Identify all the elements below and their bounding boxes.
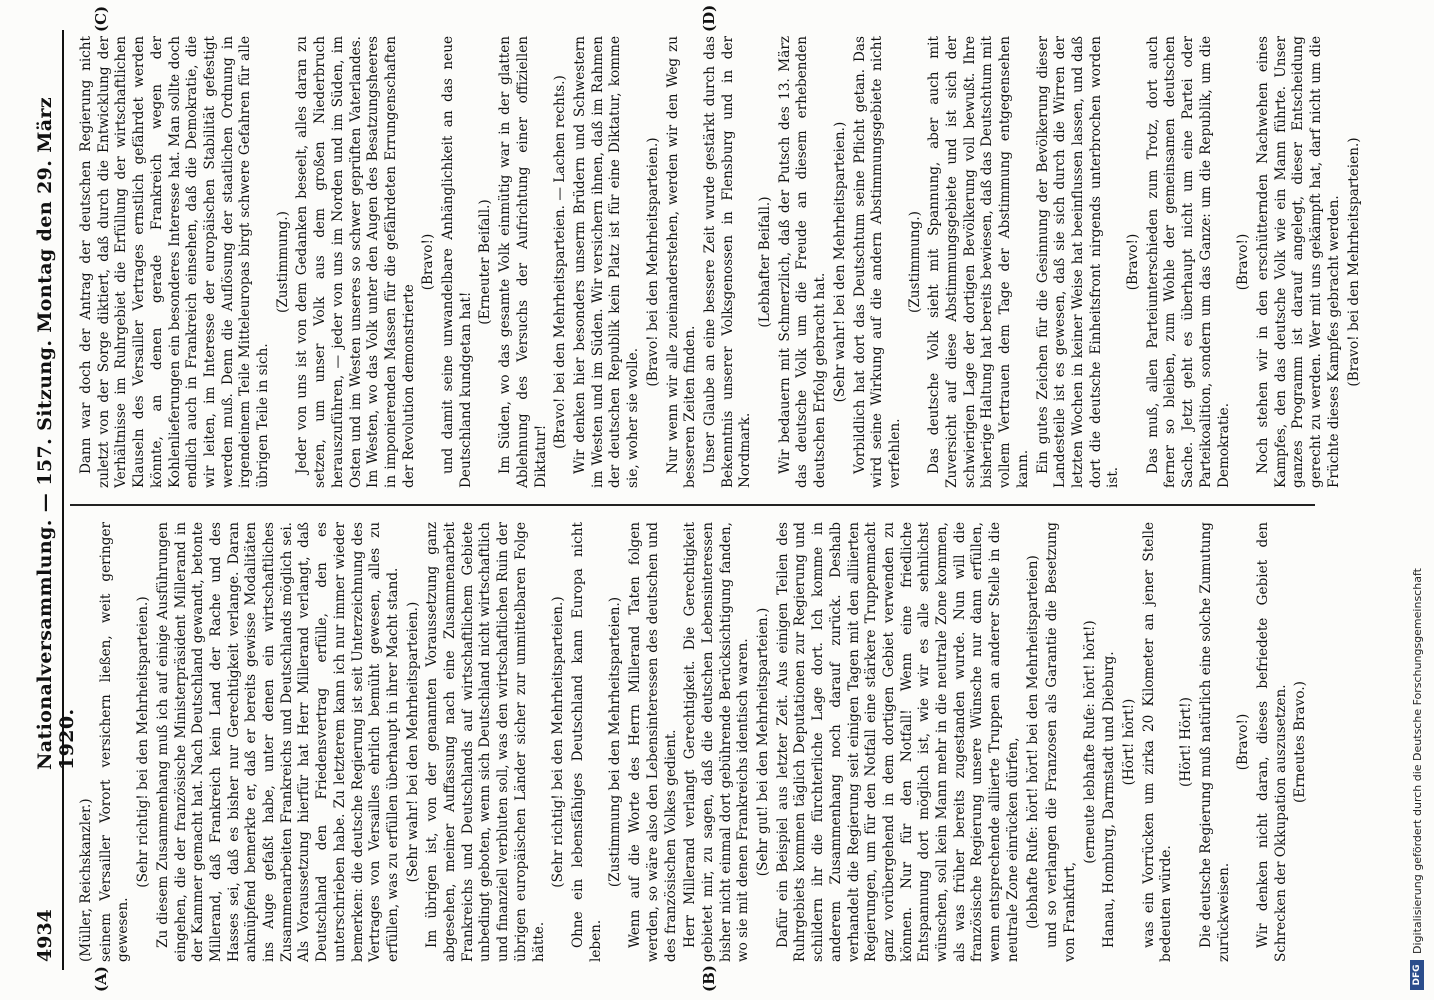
interjection: (Sehr richtig! bei den Mehrheitsparteien.)	[135, 596, 152, 888]
paragraph: Dann war doch der Antrag der deutschen Regierung nicht zuletzt von der Sorge diktiert, daß durch die Entwicklung der Verhältnisse im Ruhrgebiet die Erfüllung der wirtschaftlichen Klauseln des Versailler Vertrages ernstlich gefährdet werden könnte, an denen gerade Frankreich wegen der Kohlenlieferungen ein besonderes Interesse hat. Man sollte doch endlich auch in Frankreich einsehen, daß die Demokratie, die wir leiten, im Interesse der europäischen Stabilität gefestigt werden muß. Denn die Auflösung der staatlichen Ordnung in irgendeinem Teile Mitteleuropas birgt schwere Gefahren für alle übrigen Teile in sich.	[78, 36, 272, 488]
interjection: (Bravo!)	[1125, 233, 1142, 291]
paragraph: Hanau, Homburg, Darmstadt und Dieburg.	[1101, 651, 1118, 948]
paragraph: Im übrigen ist, von der genannten Voraussetzung ganz abgesehen, meiner Auffassung nach eine Zusammenarbeit Frankreichs und Deutschlands auf wirtschaftlichem Gebiete unbedingt geboten, wenn sich Deutschland nicht wirtschaftlich und finanziell verbluten soll, was den wirtschaftlichen Ruin der übrigen europäischen Länder sicher zur unmittelbaren Folge hätte.	[424, 522, 547, 962]
interjection: (lebhafte Rufe: hört! hört! bei den Mehrheitsparteien)	[1024, 555, 1041, 929]
interjection: (erneute lebhafte Rufe: hört! hört!)	[1081, 620, 1098, 864]
paragraph: Unser Glaube an eine bessere Zeit wurde gestärkt durch das Bekenntnis unserer Volksgenossen in Flensburg und in der Nordmark.	[701, 36, 754, 488]
paragraph: seinem Versailler Vorort versichern ließen, weit geringer gewesen.	[97, 522, 132, 962]
speaker-label: (Müller, Reichskanzler.)	[78, 798, 94, 962]
margin-marker-b: (B)	[700, 965, 718, 992]
interjection: (Sehr wahr! bei den Mehrheitsparteien.)	[831, 121, 848, 403]
paragraph: Das deutsche Volk sieht mit Spannung, aber auch mit Zuversicht auf diese Abstimmungsgebiete und ist sich der schwierigen Lage der dortigen Bevölkerung voll bewußt. Ihre bisherige Haltung hat bereits bewiesen, daß das Deutschtum mit vollem Vertrauen dem Tage der Abstimmung entgegensehen kann.	[926, 36, 1031, 488]
paragraph: Jeder von uns ist von dem Gedanken beseelt, alles daran zu setzen, um unser Volk aus dem großen Niederbruch herauszuführen, — jeder von uns im Norden und im Süden, im Osten und im Westen unseres so schwer geprüften Vaterlandes. Im Westen, wo das Volk unter den Augen des Besatzungsheeres in imponierenden Massen für die gefährdeten Errungenschaften der Revolution demonstrierte	[294, 36, 417, 488]
paragraph: Dafür ein Beispiel aus letzter Zeit. Aus einigen Teilen des Ruhrgebiets kommen täglich Deputationen zur Regierung und schildern ihr die fürchterliche Lage dort. Ich komme in anderem Zusammenhang noch darauf zurück. Deshalb verhandelt die Regierung seit einigen Tagen mit den alliierten Regierungen, um für den Notfall eine stärkere Truppenmacht ganz vorübergehend in dem dortigen Gebiet verwenden zu können. Nur für den Notfall! Wenn eine friedliche Entspannung dort möglich ist, wie wir es alle sehnlichst wünschen, soll kein Mann mehr in die neutrale Zone kommen, als was früher bereits zugestanden wurde. Nun will die französische Regierung unsere Wünsche nur dann erfüllen, wenn entsprechende alliierte Truppen an anderer Stelle in die neutrale Zone einrücken dürfen,	[774, 522, 1021, 962]
interjection: (Sehr gut! bei den Mehrheitsparteien.)	[755, 607, 772, 877]
interjection: (Bravo!)	[1235, 713, 1252, 771]
interjection: (Erneutes Bravo.)	[1292, 681, 1309, 803]
interjection: (Sehr wahr! bei den Mehrheitsparteien.)	[404, 601, 421, 883]
paragraph: Ein gutes Zeichen für die Gesinnung der Bevölkerung dieser Landesteile ist es gewesen, daß sie sich durch die Wirren der letzten Wochen in keiner Weise hat beeinflussen lassen, und daß dort die deutsche Einheitsfront nirgends unterbrochen worden ist.	[1034, 36, 1122, 488]
interjection: (Hört! hört!)	[1121, 698, 1138, 786]
interjection: (Lebhafter Beifall.)	[757, 196, 774, 328]
page-title: Nationalversammlung. — 157. Sitzung. Montag den 29. März 1920.	[34, 96, 78, 770]
interjection: (Bravo! bei den Mehrheitsparteien.)	[644, 137, 661, 387]
interjection: (Zustimmung.)	[274, 211, 291, 313]
paragraph: Wir bedauern mit Schmerzlich, daß der Putsch des 13. März das deutsche Volk um die Freude an diesem erhebenden deutschen Erfolg gebracht hat.	[776, 36, 829, 488]
interjection: (Bravo!)	[420, 233, 437, 291]
page-number: 4934	[34, 909, 56, 962]
paragraph: und damit seine unwandelbare Anhänglichkeit an das neue Deutschland kundgetan hat!	[440, 36, 474, 488]
paragraph: Im Süden, wo das gesamte Volk einmütig war in der glatten Ablehnung des Versuchs der Aufrichtung einer offiziellen Diktatur!	[497, 36, 549, 488]
digitization-credit: Digitalisierung gefördert durch die Deutsche Forschungsgemeinschaft	[1411, 568, 1424, 954]
dfg-logo: DFG	[1410, 960, 1424, 990]
interjection: (Erneuter Beifall.)	[477, 199, 494, 325]
paragraph: Ohne ein lebensfähiges Deutschland kann Europa nicht leben.	[569, 522, 604, 962]
paragraph: Nur wenn wir alle zueinanderstehen, werden wir den Weg zu besseren Zeiten finden.	[664, 36, 699, 488]
page-footer	[1408, 10, 1430, 990]
paragraph: Herr Millerand verlangt Gerechtigkeit. Die Gerechtigkeit gebietet mir, zu sagen, daß die deutschen Lebensinteressen bisher nicht einmal dort gebührende Berücksichtigung fanden, wo sie mit denen Frankreichs identisch waren.	[682, 522, 752, 962]
margin-marker-d: (D)	[700, 4, 718, 32]
paragraph: Noch stehen wir in den erschütternden Nachwehen eines Kampfes, den das deutsche Volk wie ein Mann führte. Unser ganzes Programm ist darauf angelegt, dieser Entscheidung gerecht zu werden. Wer mit uns gekämpft hat, darf nicht um die Früchte dieses Kampfes gebracht werden.	[1255, 36, 1342, 488]
paragraph: Wir denken nicht daran, dieses befriedete Gebiet den Schrecken der Okkupation auszusetzen.	[1255, 522, 1289, 962]
right-column	[78, 36, 1365, 488]
interjection: (Bravo!)	[1235, 233, 1252, 291]
paragraph: und so verlangen die Franzosen als Garantie die Besetzung von Frankfurt,	[1044, 522, 1078, 962]
page-header	[28, 30, 78, 970]
interjection: (Zustimmung.)	[906, 211, 923, 313]
interjection: (Zustimmung bei den Mehrheitsparteien.)	[607, 596, 624, 888]
margin-marker-a: (A)	[92, 966, 110, 992]
paragraph: Die deutsche Regierung muß natürlich eine solche Zumutung zurückweisen.	[1197, 522, 1232, 962]
paragraph: Vorbildlich hat dort das Deutschtum seine Pflicht getan. Das wird seine Wirkung auf die andern Abstimmungsgebiete nicht verfehlen.	[851, 36, 903, 488]
column-divider	[70, 505, 1315, 507]
paragraph: Wir denken hier besonders unserm Brüdern und Schwestern im Westen und im Süden. Wir versichern ihnen, daß im Rahmen der deutschen Republik kein Platz ist für eine Diktatur, komme sie, woher sie wolle.	[571, 36, 642, 488]
paragraph: Das muß, allen Parteiunterschieden zum Trotz, dort auch ferner so bleiben, zum Wohle der gemeinsamen deutschen Sache. Jetzt geht es überhaupt nicht um eine Partei oder Parteikoalition, sondern um das Ganze: um die Republik, um die Demokratie.	[1144, 36, 1232, 488]
paragraph: Zu diesem Zusammenhang muß ich auf einige Ausführungen eingehen, die der französische Ministerpräsident Millerand in der Kammer gemacht hat. Nach Deutschland gewandt, betonte Millerand, daß Frankreich kein Land der Rache und des Hasses sei, daß es bisher nur Gerechtigkeit verlange. Daran anknüpfend bemerkte er, daß er bereits gewisse Modalitäten ins Auge gefaßt habe, unter denen ein wirtschaftliches Zusammenarbeiten Frankreichs und Deutschlands möglich sei. Als Voraussetzung hierfür hat Herr Millerand verlangt, daß Deutschland den Friedensvertrag erfülle, den es unterschrieben habe. Zu letzterem kann ich nur immer wieder bemerken: die deutsche Regierung ist seit Unterzeichnung des Vertrages von Versailles ehrlich bemüht gewesen, alles zu erfüllen, was zu erfüllen überhaupt in ihrer Macht stand.	[154, 522, 401, 962]
interjection: (Bravo! bei den Mehrheitsparteien.)	[1345, 137, 1362, 387]
interjection: (Hört! Hört!)	[1178, 697, 1195, 787]
margin-marker-c: (C)	[92, 5, 110, 32]
interjection: (Sehr richtig! bei den Mehrheitsparteien.)	[550, 596, 567, 888]
paragraph: Wenn auf die Worte des Herrn Millerand Taten folgen werden, so wäre also den Lebensinteressen des deutschen und des französischen Volkes gedient.	[627, 522, 679, 962]
paragraph: was ein Vorrücken um zirka 20 Kilometer an jener Stelle bedeuten würde.	[1140, 522, 1175, 962]
interjection: (Bravo! bei den Mehrheitsparteien. — Lachen rechts.)	[552, 75, 569, 449]
left-column	[78, 522, 1312, 962]
